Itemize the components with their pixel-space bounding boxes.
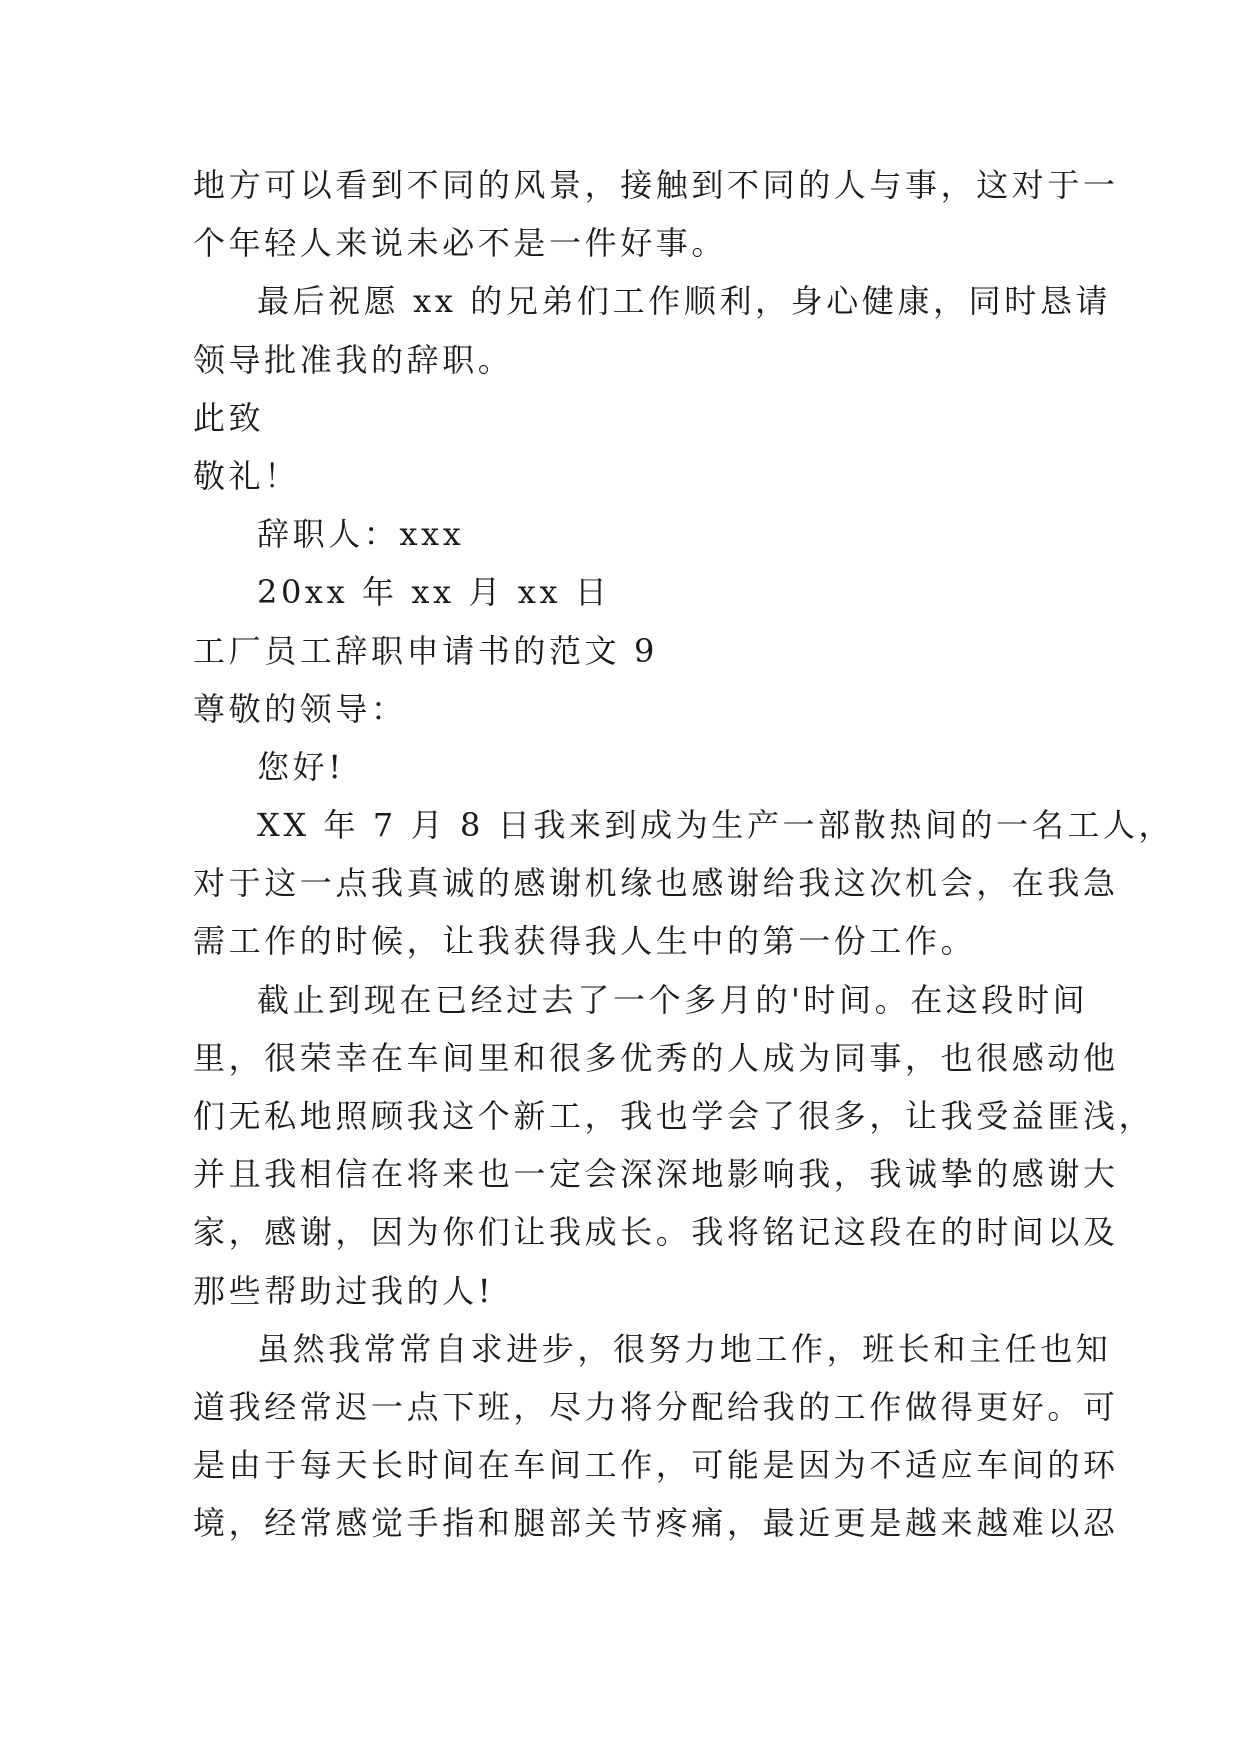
document-body bbox=[193, 156, 1175, 1553]
text-line: 领导批准我的辞职。 bbox=[193, 340, 514, 379]
text-line: 境，经常感觉手指和腿部关节疼痛，最近更是越来越难以忍 bbox=[193, 1504, 1119, 1543]
text-line: 并且我相信在将来也一定会深深地影响我，我诚挚的感谢大 bbox=[193, 1155, 1119, 1194]
closing-regards: 敬礼！ bbox=[193, 456, 300, 495]
section-heading: 工厂员工辞职申请书的范文 9 bbox=[193, 631, 658, 670]
text-line: 个年轻人来说未必不是一件好事。 bbox=[193, 224, 728, 263]
signature-date: 20xx 年 xx 月 xx 日 bbox=[257, 573, 611, 612]
text-line: 虽然我常常自求进步，很努力地工作，班长和主任也知 bbox=[257, 1329, 1112, 1368]
letter-greeting: 尊敬的领导： bbox=[193, 689, 407, 728]
text-line: 需工作的时候，让我获得我人生中的第一份工作。 bbox=[193, 922, 977, 961]
text-line: 那些帮助过我的人! bbox=[193, 1271, 495, 1310]
letter-hello: 您好! bbox=[257, 747, 345, 786]
text-line: 道我经常迟一点下班，尽力将分配给我的工作做得更好。可 bbox=[193, 1387, 1119, 1426]
text-line: 里，很荣幸在车间里和很多优秀的人成为同事，也很感动他 bbox=[193, 1038, 1119, 1077]
text-line: 是由于每天长时间在车间工作，可能是因为不适应车间的环 bbox=[193, 1446, 1119, 1485]
text-line: XX 年 7 月 8 日我来到成为生产一部散热间的一名工人， bbox=[257, 806, 1175, 845]
closing-salutation: 此致 bbox=[193, 398, 265, 437]
text-line: 截止到现在已经过去了一个多月的'时间。在这段时间 bbox=[257, 980, 1089, 1019]
text-line: 最后祝愿 xx 的兄弟们工作顺利，身心健康，同时恳请 bbox=[257, 282, 1112, 321]
text-line: 家，感谢，因为你们让我成长。我将铭记这段在的时间以及 bbox=[193, 1213, 1119, 1252]
text-line: 们无私地照顾我这个新工，我也学会了很多，让我受益匪浅， bbox=[193, 1097, 1155, 1135]
signature-name: 辞职人：xxx bbox=[257, 515, 465, 554]
text-line: 对于这一点我真诚的感谢机缘也感谢给我这次机会，在我急 bbox=[193, 864, 1119, 903]
text-line: 地方可以看到不同的风景，接触到不同的人与事，这对于一 bbox=[193, 166, 1119, 204]
